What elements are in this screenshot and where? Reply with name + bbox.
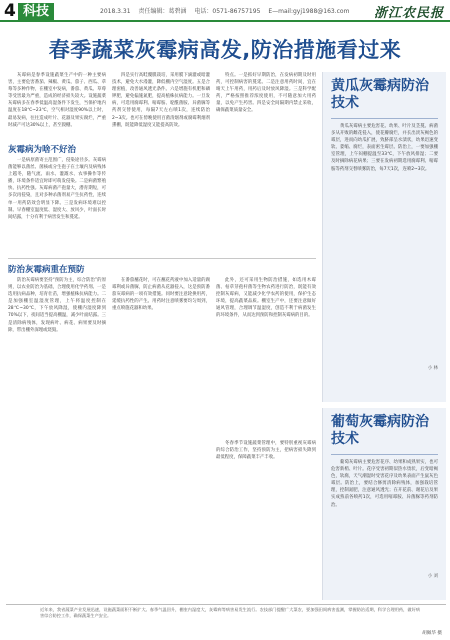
meta-line <box>100 6 355 15</box>
sidebar-grape <box>322 408 446 600</box>
footer-divider <box>6 604 446 605</box>
column-3-middle <box>216 277 316 437</box>
body-paragraph: 四是实行高畦覆膜栽培，采用膜下滴灌或暗灌技术，避免大水漫灌，降低棚内空气湿度。五是合理密植，改善通风透光条件。六是增施有机肥和磷钾肥，避免偏施氮肥，提高植株抗病能力。一旦发病，可选用腐霉利、嘧霉胺、啶酰菌胺、异菌脲等药剂交替使用，每隔7天左右喷1次，连续防治2~3次。也可在傍晚使用百菌清烟剂或腐霉利烟剂熏棚，既能降低湿度又能提高防效。 <box>112 73 210 128</box>
column-3-top <box>216 72 316 254</box>
masthead <box>0 0 450 22</box>
body-paragraph: 特点。一是抓好早期防治，在发病初期及时用药，可控制病害的蔓延。二是注意用药时间，宜在晴天上午用药，用药后及时放风降湿。三是科学配药，严格按照推荐浓度使用，不可随意加大用药量，以免产生药害。四是安全间隔期内禁止采收，确保蔬菜质量安全。 <box>216 73 316 114</box>
email-address: E—mail:gyj1988@163.com <box>268 8 350 15</box>
newspaper-logo: 浙江农民报 <box>373 6 444 21</box>
body-paragraph: 在番茄蘸花时，可在蘸花药液中加入适量的腐霉利或异菌脲，防止病菌从花器侵入，这是预防番茄灰霉病的一项有效措施。同时要注意轮换用药，延缓抗药性的产生。用药时注意喷雾要均匀周到，重点喷施花器和幼果。 <box>112 278 210 312</box>
editor-name: 责任编辑：葛碧涵 <box>138 8 187 15</box>
body-paragraph: 一是病原菌寄主范围广，侵染途径多。灰霉病菌能够以菌丝、菌核或分生孢子在土壤内及病残体上越冬，随气流、雨水、灌溉水、农事操作等传播，环境条件适宜时即可萌发侵染。二是病菌繁殖快、抗药性强。灰霉病菌产孢量大，潜育期短，可多次再侵染，且对多种杀菌剂易产生抗药性，连续单一用药防效会明显下降。三是发病环境难以控制。早春棚室温度低、湿度大、放风少，叶面长时间结露，十分有利于病害发生和蔓延。 <box>8 158 106 220</box>
column-2-top <box>112 72 210 254</box>
column-1-intro <box>8 72 106 138</box>
column-2-bottom <box>112 277 210 599</box>
intro-paragraph: 灰霉病是春季设施蔬菜生产中的一种主要病害，主要危害番茄、辣椒、黄瓜、茄子、西瓜、草莓等多种作物，在棚室中发病，番茄、黄瓜、草莓等受害最为严重，造成的经济损失较大。设施蔬菜灰霉病多在春季低温高湿条件下发生，当保护地内温度在18℃~23℃，空气相对湿度90%以上时，最易发病，往往造成叶片、花器及果实腐烂，严重时减产可达30%以上，甚至毁棚。 <box>8 73 106 128</box>
subhead-why-hard: 灰霉病为啥不好治 <box>8 145 77 155</box>
sidebar-paragraph: 葡萄灰霉病主要危害花序、幼果和成熟果实，也可危害新梢、叶片。花序受害初期似热水烫状，后变暗褐色，软腐，天气潮湿时受害花序及幼果表面产生鼠灰色霉层。防治上，要结合修剪清除病残体，加强栽培管理，控制氮肥，注意通风透光；在开花前、谢花后及果实成熟前各喷药1次，可选用嘧霉胺、异菌脲等药剂防治。 <box>331 460 438 508</box>
sidebar-divider <box>331 454 438 455</box>
footer-note: 近年来，我省蔬菜产业发展迅速，设施蔬菜面积不断扩大。春季气温回升，棚室内湿度大，灰霉病等病害易发生流行。农技部门提醒广大菜农，要加强田间病害监测，掌握防治适期，科学合理用药，做好病害综合防控工作，确保蔬菜生产安全。 <box>40 607 420 619</box>
section-divider <box>8 258 316 259</box>
sidebar-paragraph: 黄瓜灰霉病主要危害花、幼果、叶片及茎蔓。病菌多从开败的雌花侵入，使花瓣腐烂，并长出淡灰褐色的霉层，进而向幼瓜扩展，致脐部呈水渍状，幼果迅速变软、萎缩、腐烂，表面密生霉层。防治上，一要加强棚室管理，上午闷棚提温至33℃，下午放风排湿；二要及时摘除病花病果；三要在发病初期选用腐霉利、嘧霉胺等药剂交替喷雾防治，每7天1次，连喷2~3次。 <box>331 124 438 172</box>
subhead-prevention: 防治灰霉病重在预防 <box>8 265 85 275</box>
sidebar-cucumber <box>322 72 446 402</box>
photo-credit: 胡佩华 摄 <box>422 631 442 636</box>
sidebar-divider <box>331 118 438 119</box>
headline: 春季蔬菜灰霉病高发,防治措施看过来 <box>48 38 402 62</box>
sidebar-cucumber-title: 黄瓜灰霉病防治技术 <box>331 78 429 111</box>
section-label: 科技 <box>18 3 54 20</box>
column-1-body <box>8 157 106 255</box>
column-3-bottom <box>216 440 316 599</box>
phone-number: 电话：0571-86757195 <box>194 8 261 15</box>
sidebar-grape-author: 小 刘 <box>427 574 438 579</box>
sidebar-cucumber-body <box>323 123 446 363</box>
page-number: 4 <box>4 1 16 21</box>
sidebar-grape-body <box>323 459 446 571</box>
body-paragraph: 冬春季节设施蔬菜管理中，要特别重视灰霉病的综合防治工作，坚持预防为主，把病害损失降到最低程度，保障蔬菜丰产丰收。 <box>216 441 316 461</box>
sidebar-grape-title: 葡萄灰霉病防治技术 <box>331 414 429 447</box>
body-paragraph: 此外，还可采用生物防治措施，如选用木霉菌、枯草芽孢杆菌等生物农药进行防治，既能有效控制灰霉病，又能减少化学农药的使用，保护生态环境，提高蔬菜品质。棚室生产中，还要注意做好通风管理，合理调节温湿度，创造不利于病菌发生的环境条件，从而达到预防和控制灰霉病的目的。 <box>216 278 316 319</box>
sidebar-cucumber-author: 小 林 <box>427 366 438 371</box>
issue-date: 2018.3.31 <box>100 8 131 15</box>
body-paragraph: 防治灰霉病要坚持“预防为主，综合防治”的原则，以农业防治为基础，合理使用化学药剂。一是选用抗病品种，培育壮苗，增强植株抗病能力。二是加强棚室温湿度管理，上午将温度控制在28℃~30℃，下午放风降湿，使棚内湿度降到70%以下，夜间适当提高棚温，减少叶面结露。三是清除病残体，发现病叶、病花、病果要及时摘除，带出棚外深埋或烧毁。 <box>8 278 106 333</box>
column-1-prevention <box>8 277 106 599</box>
